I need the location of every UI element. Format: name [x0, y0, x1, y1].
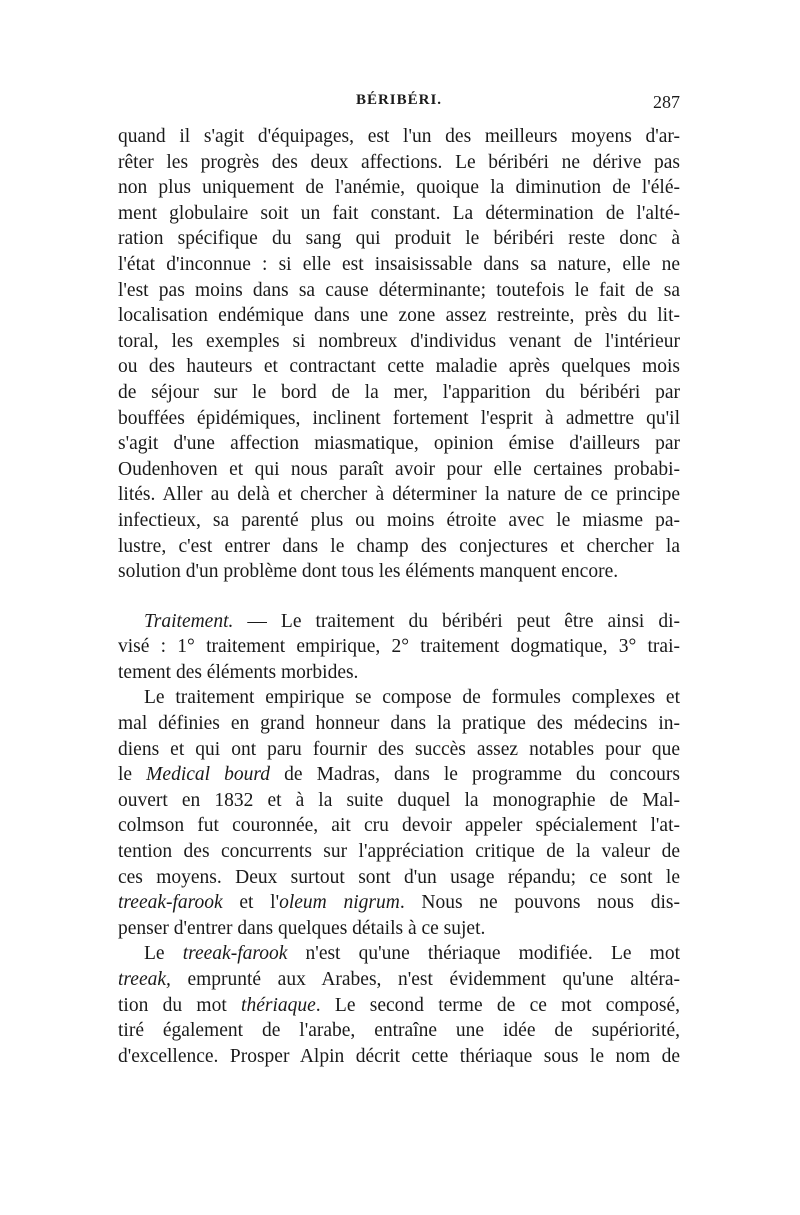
text-line: l'est pas moins dans sa cause déterminante; toutefois le fait de sa — [118, 279, 680, 301]
text-line: colmson fut couronnée, ait cru devoir appeler spécialement l'at- — [118, 815, 680, 837]
text-line: ou des hauteurs et contractant cette maladie après quelques mois — [118, 356, 680, 378]
paragraph-etiology — [118, 124, 680, 585]
paragraph-empirical-treatment — [118, 685, 680, 941]
text-line: localisation endémique dans une zone assez restreinte, près du lit- — [118, 305, 680, 327]
text-line: tiré également de l'arabe, entraîne une idée de supériorité, — [118, 1020, 680, 1042]
text-line: s'agit d'une affection miasmatique, opinion émise d'ailleurs par — [118, 433, 680, 455]
text-line: ouvert en 1832 et à la suite duquel la monographie de Mal- — [118, 789, 680, 811]
page-header — [118, 92, 680, 118]
running-title: BÉRIBÉRI. — [355, 92, 443, 108]
section-heading: Traitement. — [144, 610, 234, 632]
text-line: ment globulaire soit un fait constant. La détermination de l'alté- — [118, 202, 680, 224]
paragraph-spacer — [118, 585, 680, 609]
text-line: ration spécifique du sang qui produit le béribéri reste donc à — [118, 228, 680, 250]
text-line: mal définies en grand honneur dans la pratique des médecins in- — [118, 713, 680, 735]
text-line: de séjour sur le bord de la mer, l'apparition du béribéri par — [118, 381, 680, 403]
text-line: le Medical bourd de Madras, dans le programme du concours — [118, 764, 680, 786]
body-text — [118, 124, 680, 1069]
text-line: bouffées épidémiques, inclinent fortement l'esprit à admettre qu'il — [118, 407, 680, 429]
text-line: lustre, c'est entrer dans le champ des conjectures et chercher la — [118, 535, 680, 557]
page-number: 287 — [653, 92, 680, 112]
text-line: toral, les exemples si nombreux d'individus venant de l'intérieur — [118, 330, 680, 352]
text-line: tention des concurrents sur l'appréciation critique de la valeur de — [118, 841, 680, 863]
text-line: visé : 1° traitement empirique, 2° traitement dogmatique, 3° trai- — [118, 636, 680, 658]
text-line: Le traitement empirique se compose de formules complexes et — [144, 687, 680, 709]
text-line: penser d'entrer dans quelques détails à ce sujet. — [118, 917, 486, 939]
text-line: infectieux, sa parenté plus ou moins étroite avec le miasme pa- — [118, 509, 680, 531]
text-line: diens et qui ont paru fournir des succès assez notables pour que — [118, 738, 680, 760]
text-line: treeak-farook et l'oleum nigrum. Nous ne pouvons nous dis- — [118, 892, 680, 914]
text-line: tement des éléments morbides. — [118, 661, 359, 683]
text-line: tion du mot thériaque. Le second terme de ce mot composé, — [118, 994, 680, 1016]
text-line: non plus uniquement de l'anémie, quoique la diminution de l'élé- — [118, 177, 680, 199]
text-line: solution d'un problème dont tous les éléments manquent encore. — [118, 561, 619, 583]
text-line: treeak, emprunté aux Arabes, n'est évidemment qu'une altéra- — [118, 969, 680, 990]
text-line: rêter les progrès des deux affections. Le béribéri ne dérive pas — [118, 151, 680, 173]
text-line: ces moyens. Deux surtout sont d'un usage répandu; ce sont le — [118, 866, 680, 888]
paragraph-treeak-farook — [118, 941, 680, 1069]
text-line: quand il s'agit d'équipages, est l'un des meilleurs moyens d'ar- — [118, 126, 680, 147]
text-line: Le treeak-farook n'est qu'une thériaque modifiée. Le mot — [144, 943, 680, 965]
text-line: Traitement. — Le traitement du béribéri peut être ainsi di- — [144, 610, 680, 632]
text-line: l'état d'inconnue : si elle est insaisissable dans sa nature, elle ne — [118, 253, 680, 275]
text-line: Oudenhoven et qui nous paraît avoir pour elle certaines probabi- — [118, 458, 680, 480]
text-line: lités. Aller au delà et chercher à déterminer la nature de ce principe — [118, 484, 680, 506]
paragraph-treatment-intro — [118, 609, 680, 686]
text-line: d'excellence. Prosper Alpin décrit cette thériaque sous le nom de — [118, 1045, 680, 1067]
